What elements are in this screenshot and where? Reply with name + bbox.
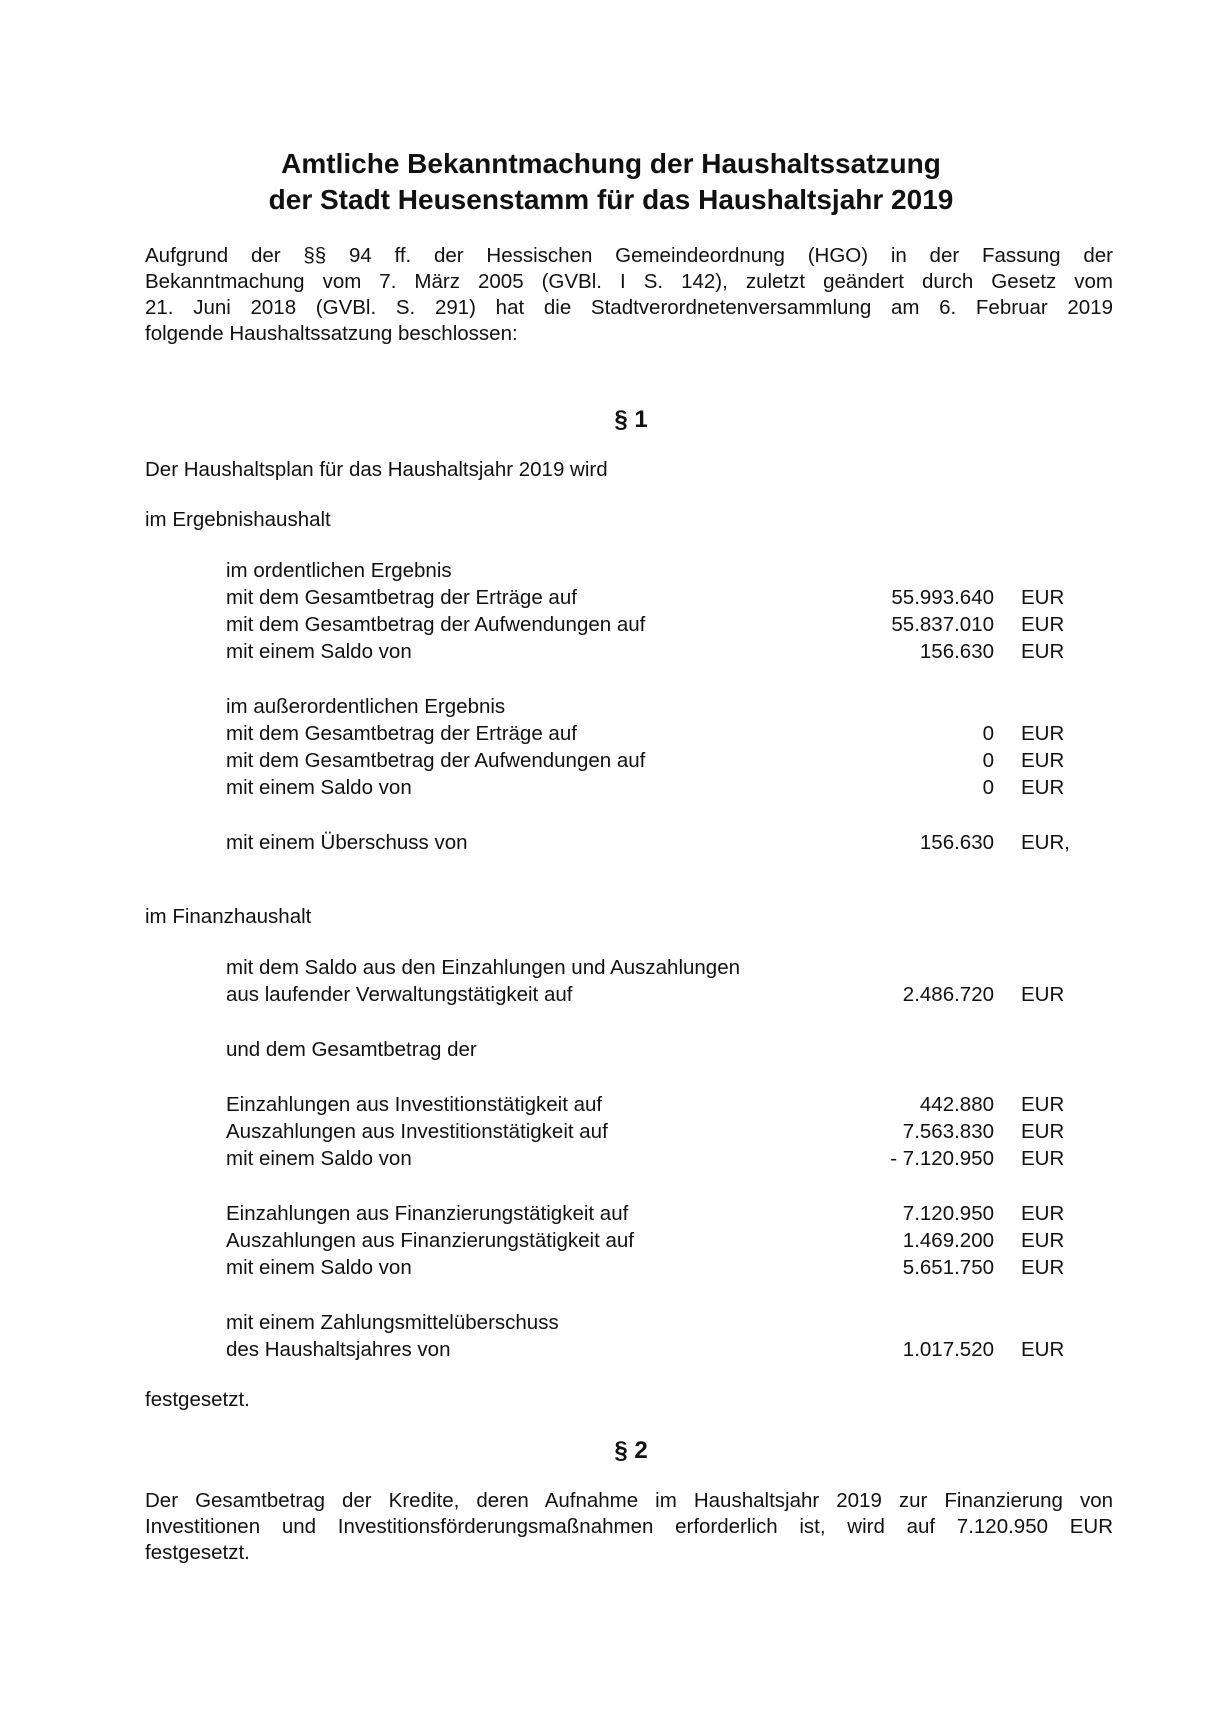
inv-saldo-amount: - 7.120.950 [890,1147,994,1170]
inv-auszahlungen-amount: 7.563.830 [902,1120,994,1143]
intro-line-1: Aufgrund der §§ 94 ff. der Hessischen Gemeindeordnung (HGO) in der Fassung der [145,244,1113,267]
verwaltung-line-2: aus laufender Verwaltungstätigkeit auf [226,983,573,1006]
ao-ertraege-label: mit dem Gesamtbetrag der Erträge auf [226,722,577,745]
verwaltung-currency: EUR [1021,983,1065,1006]
ao-saldo-amount: 0 [982,776,994,799]
section-1-closing: festgesetzt. [145,1388,250,1411]
ord-saldo-amount: 156.630 [919,640,994,663]
fin-saldo-amount: 5.651.750 [902,1256,994,1279]
section-2-line-1: Der Gesamtbetrag der Kredite, deren Aufnahme im Haushaltsjahr 2019 zur Finanzierung von [145,1489,1113,1512]
fin-einzahlungen-currency: EUR [1021,1202,1065,1225]
document-title-line-2: der Stadt Heusenstamm für das Haushaltsjahr 2019 [268,184,954,215]
intro-line-2: Bekanntmachung vom 7. März 2005 (GVBl. I S. 142), zuletzt geändert durch Gesetz vom [145,270,1113,293]
ord-ertraege-currency: EUR [1021,586,1065,609]
verwaltung-amount: 2.486.720 [902,983,994,1006]
fin-saldo-label: mit einem Saldo von [226,1256,412,1279]
verwaltung-line-1: mit dem Saldo aus den Einzahlungen und Auszahlungen [226,956,741,979]
ao-aufwendungen-amount: 0 [982,749,994,772]
inv-auszahlungen-label: Auszahlungen aus Investitionstätigkeit auf [226,1120,608,1143]
finanzhaushalt-label: im Finanzhaushalt [145,905,312,928]
ao-aufwendungen-currency: EUR [1021,749,1065,772]
gesamtbetrag-label: und dem Gesamtbetrag der [226,1038,477,1061]
section-2-line-3: festgesetzt. [145,1541,250,1564]
fin-saldo-currency: EUR [1021,1256,1065,1279]
ueberschuss-amount: 156.630 [919,831,994,854]
document-title-line-1: Amtliche Bekanntmachung der Haushaltssatzung [281,148,941,179]
inv-einzahlungen-label: Einzahlungen aus Investitionstätigkeit auf [226,1093,603,1116]
fin-einzahlungen-label: Einzahlungen aus Finanzierungstätigkeit auf [226,1202,629,1225]
zahlungsmittel-currency: EUR [1021,1338,1065,1361]
intro-line-3: 21. Juni 2018 (GVBl. S. 291) hat die Stadtverordnetenversammlung am 6. Februar 2019 [145,296,1113,319]
ordentliches-ergebnis-label: im ordentlichen Ergebnis [226,559,452,582]
section-2-heading: § 2 [614,1437,648,1464]
fin-auszahlungen-currency: EUR [1021,1229,1065,1252]
ord-aufwendungen-label: mit dem Gesamtbetrag der Aufwendungen auf [226,613,646,636]
ord-aufwendungen-amount: 55.837.010 [891,613,994,636]
inv-einzahlungen-currency: EUR [1021,1093,1065,1116]
ord-saldo-currency: EUR [1021,640,1065,663]
section-2-line-2: Investitionen und Investitionsförderungsmaßnahmen erforderlich ist, wird auf 7.120.950 EUR [145,1515,1113,1538]
inv-saldo-label: mit einem Saldo von [226,1147,412,1170]
ueberschuss-currency: EUR, [1021,831,1070,854]
fin-einzahlungen-amount: 7.120.950 [902,1202,994,1225]
ao-saldo-label: mit einem Saldo von [226,776,412,799]
inv-auszahlungen-currency: EUR [1021,1120,1065,1143]
inv-saldo-currency: EUR [1021,1147,1065,1170]
ao-ertraege-amount: 0 [982,722,994,745]
zahlungsmittel-line-1: mit einem Zahlungsmittelüberschuss [226,1311,559,1334]
inv-einzahlungen-amount: 442.880 [919,1093,994,1116]
ord-aufwendungen-currency: EUR [1021,613,1065,636]
zahlungsmittel-line-2: des Haushaltsjahres von [226,1338,451,1361]
ao-aufwendungen-label: mit dem Gesamtbetrag der Aufwendungen auf [226,749,646,772]
ao-saldo-currency: EUR [1021,776,1065,799]
ord-ertraege-label: mit dem Gesamtbetrag der Erträge auf [226,586,577,609]
ord-ertraege-amount: 55.993.640 [891,586,994,609]
ergebnishaushalt-label: im Ergebnishaushalt [145,508,331,531]
section-1-heading: § 1 [614,406,648,433]
section-1-lead: Der Haushaltsplan für das Haushaltsjahr 2019 wird [145,458,608,481]
ueberschuss-label: mit einem Überschuss von [226,831,468,854]
fin-auszahlungen-amount: 1.469.200 [902,1229,994,1252]
fin-auszahlungen-label: Auszahlungen aus Finanzierungstätigkeit auf [226,1229,634,1252]
intro-line-4: folgende Haushaltssatzung beschlossen: [145,322,518,345]
ausserordentliches-ergebnis-label: im außerordentlichen Ergebnis [226,695,506,718]
ord-saldo-label: mit einem Saldo von [226,640,412,663]
zahlungsmittel-amount: 1.017.520 [902,1338,994,1361]
ao-ertraege-currency: EUR [1021,722,1065,745]
